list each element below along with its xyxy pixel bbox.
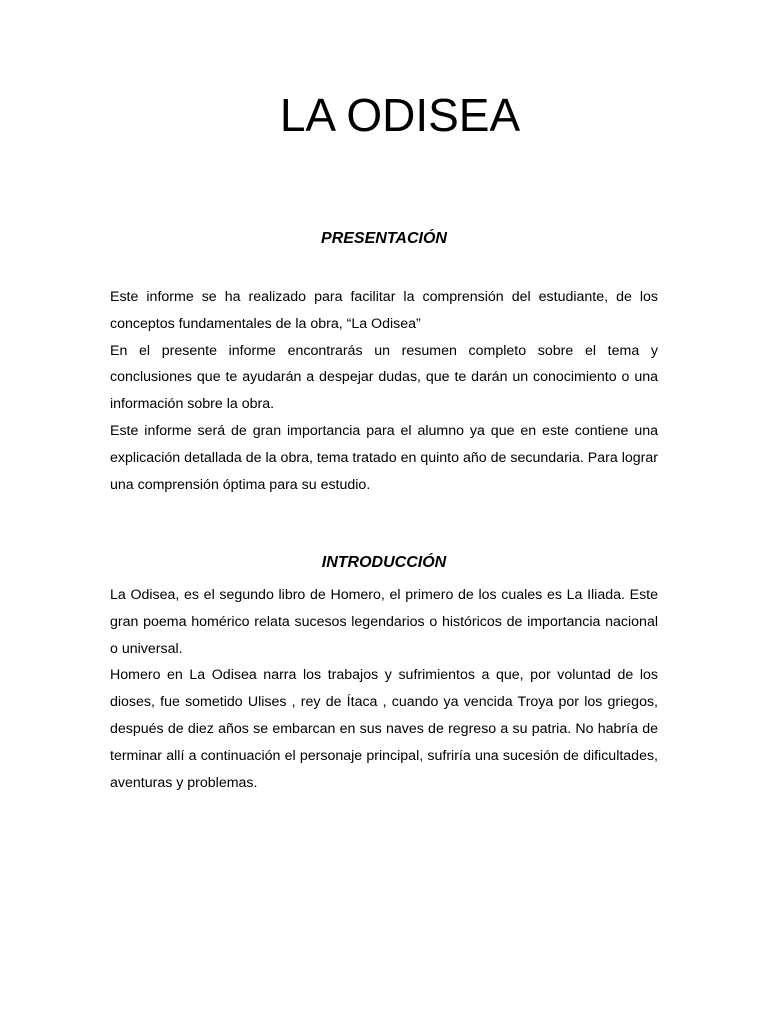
document-title: LA ODISEA [279, 89, 521, 141]
section-body-introduccion [110, 582, 658, 796]
paragraph: La Odisea, es el segundo libro de Homero, el primero de los cuales es La Iliada. Este gran poema homérico relata sucesos legendarios o históricos de importancia nacional o universal. [110, 587, 658, 657]
section-heading-presentacion: PRESENTACIÓN [321, 230, 447, 247]
paragraph: En el presente informe encontrarás un resumen completo sobre el tema y conclusiones que te ayudarán a despejar dudas, que te darán un conocimiento o una información sobre la obra. [110, 342, 658, 413]
paragraph: Este informe será de gran importancia para el alumno ya que en este contiene una explicación detallada de la obra, tema tratado en quinto año de secundaria. Para lograr una comprensión óptima para su estudio. [110, 422, 658, 493]
section-body-presentacion [110, 284, 658, 498]
section-heading-introduccion: INTRODUCCIÓN [321, 554, 447, 571]
paragraph: Este informe se ha realizado para facilitar la comprensión del estudiante, de los conceptos fundamentales de la obra, “La Odisea” [110, 289, 658, 332]
paragraph: Homero en La Odisea narra los trabajos y sufrimientos a que, por voluntad de los dioses, fue sometido Ulises , rey de Ítaca , cuando ya vencida Troya por los griegos, después de diez años se embarcan en sus naves de regreso a su patria. No habría de terminar allí a continuación el personaje principal, sufriría una sucesión de dificultades, aventuras y problemas. [110, 667, 658, 791]
